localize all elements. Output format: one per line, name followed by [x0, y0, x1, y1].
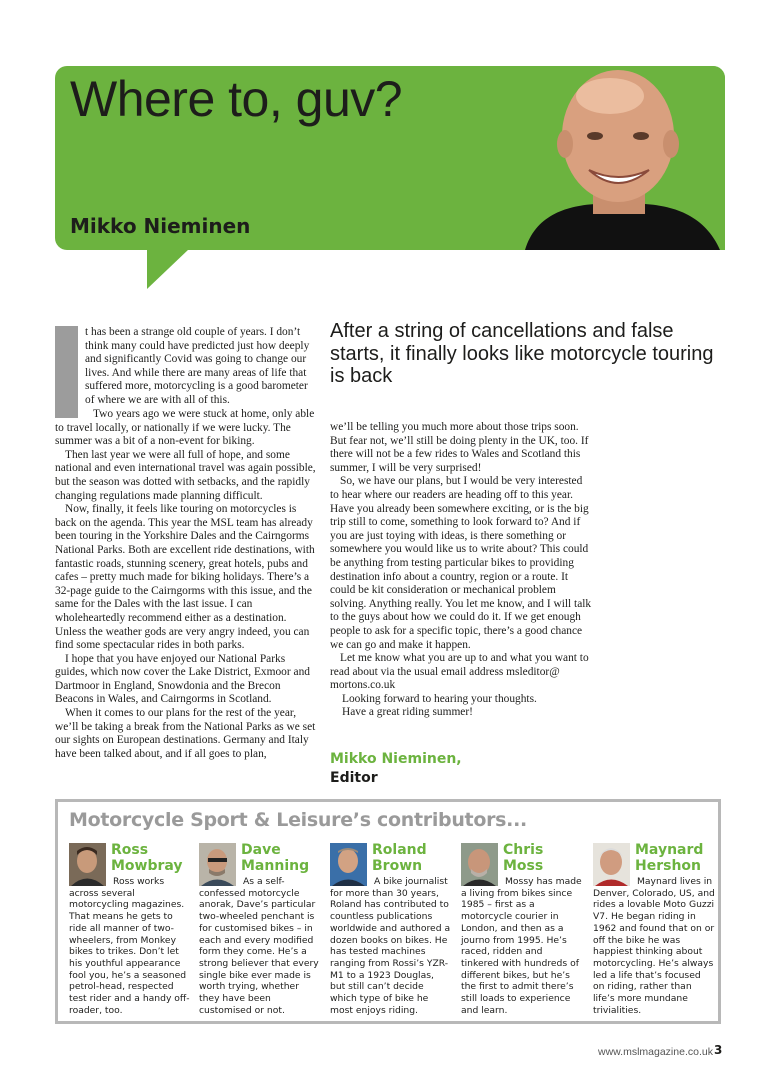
standfirst: After a string of cancellations and false starts, it finally looks like motorcycle touring is back [330, 320, 714, 387]
article-paragraph: Let me know what you are up to and what you want to read about via the usual email address msleditor@ mortons.co.uk [330, 652, 589, 692]
article-opening [85, 326, 315, 408]
contributor-last-name: Hershon [635, 858, 702, 874]
signoff-line: Have a great riding summer! [342, 706, 473, 719]
contributor-name [635, 842, 725, 874]
contributor-name [503, 842, 593, 874]
article-paragraph: Two years ago we were stuck at home, only able to travel locally, or nationally if we were lucky. The summer was a bit of a non-event for biking. [55, 408, 315, 448]
signature-role: Editor [330, 770, 378, 786]
contributor-bio: Ross works across several motorcycling magazines. That means he gets to ride all manner of two-wheelers, from Monkey bikes to trikes. Don’t let his youthful appearance fool you, he’s a seasoned petrol-head, respected test rider and a handy off-roader, too. [69, 876, 190, 1016]
contributor-first-name: Roland [372, 842, 427, 858]
signature-name: Mikko Nieminen, [330, 751, 462, 767]
author-portrait-illustration [505, 66, 725, 250]
article-paragraph: we’ll be telling you much more about those trips soon. But fear not, we’ll still be doing plenty in the UK, too. If there will not be a few rides to Wales and Scotland this summer, I will be very surprised! [330, 421, 589, 474]
article-opening-paragraph: t has been a strange old couple of years. I don’t think many could have predicted just how deeply and significantly Covid was going to change our lives. And while there are many areas of life that suffered more, motorcycling is a good barometer of where we are with all of this. [85, 326, 310, 406]
contributor-last-name: Moss [503, 858, 544, 874]
dropcap-block [55, 326, 78, 418]
author-portrait [505, 66, 725, 250]
signoff-line: Looking forward to hearing your thoughts. [342, 692, 537, 705]
contributor-bio: As a self-confessed motorcycle anorak, Dave’s particular two-wheeled penchant is for customised bikes – in each and every modified form they come. He’s a strong believer that every single bike ever made is worth trying, whether they have been customised or not. [199, 876, 319, 1016]
article-right-column [330, 421, 592, 720]
article-paragraph: I hope that you have enjoyed our National Parks guides, which now cover the Lake District, Exmoor and Dartmoor in England, Snowdonia and the Brecon Beacons in Wales, and Cairngorms in Scotland. [55, 652, 310, 706]
contributor-first-name: Dave [241, 842, 281, 858]
contributor-last-name: Manning [241, 858, 310, 874]
article-paragraph: Now, finally, it feels like touring on motorcycles is back on the agenda. This year the MSL team has already been touring in the Yorkshire Dales and the Cairngorms National Parks. Both are excellent ride destinations, with fantastic roads, stunning scenery, great hotels, pubs and cafes – pretty much made for biking holidays. There’s a 32-page guide to the Cairngorms with this issue, and the same for the Dales with the last issue. I can wholeheartedly recommend either as a destination. Unless the weather gods are very angry indeed, you can find some spectacular rides in both parks. [55, 503, 315, 652]
page-title: Where to, guv? [70, 71, 403, 127]
author-name: Mikko Nieminen [70, 214, 251, 238]
contributor-bio: Maynard lives in Denver, Colorado, US, and rides a lovable Moto Guzzi V7. He began riding in 1962 and found that on or off the bike he was happiest thinking about motorcycling. He’s always led a life that’s focused on riding, rather than life’s more mundane trivialities. [593, 876, 715, 1016]
contributor-bio: A bike journalist for more than 30 years, Roland has contributed to countless publications worldwide and authored a dozen books on bikes. He has tested machines ranging from Rossi’s YZR-M1 to a 1923 Douglas, but still can’t decide which type of bike he most enjoys riding. [330, 876, 451, 1016]
contributor-first-name: Chris [503, 842, 544, 858]
contributor-first-name: Maynard [635, 842, 704, 858]
contributor-last-name: Brown [372, 858, 423, 874]
page-number: 3 [714, 1043, 723, 1057]
contributor-first-name: Ross [111, 842, 149, 858]
contributor-bio: Mossy has made a living from bikes since 1985 – first as a motorcycle courier in London, and then as a journo from 1995. He’s raced, ridden and tinkered with hundreds of different bikes, but he’s the first to admit there’s still loads to experience and learn. [461, 876, 582, 1016]
contributor-last-name: Mowbray [111, 858, 183, 874]
contributor-name [372, 842, 462, 874]
article-paragraph: When it comes to our plans for the rest of the year, we’ll be taking a break from the National Parks as we set our sights on European destinations. Germany and Italy have been talked about, and if all goes to plan, [55, 707, 316, 760]
article-left-column [55, 408, 318, 761]
contributor-name [111, 842, 201, 874]
article-paragraph: Then last year we were all full of hope, and some national and even international travel was again possible, but the season was dotted with setbacks, and the rapidly changing regulations made planning difficult. [55, 448, 316, 502]
banner-speech-tail [147, 249, 189, 289]
contributors-title: Motorcycle Sport & Leisure’s contributors... [69, 809, 527, 831]
article-paragraph: So, we have our plans, but I would be very interested to hear where our readers are heading off to this year. Have you already been somewhere exciting, or is the big trip still to come, something to look forward to? And if you are just toying with ideas, is there something or somewhere you would like us to write about? This could be anything from testing particular bikes to providing destination info about a country, region or a route. It could be kit consideration or mechanical problem solving. Anything really. You let me know, and I will talk to the guys about how we could do it. If we get enough people to ask for a specific topic, there’s a good chance we can go and make it happen. [330, 475, 592, 651]
footer-url: www.mslmagazine.co.uk [598, 1046, 713, 1058]
contributor-name [241, 842, 331, 874]
